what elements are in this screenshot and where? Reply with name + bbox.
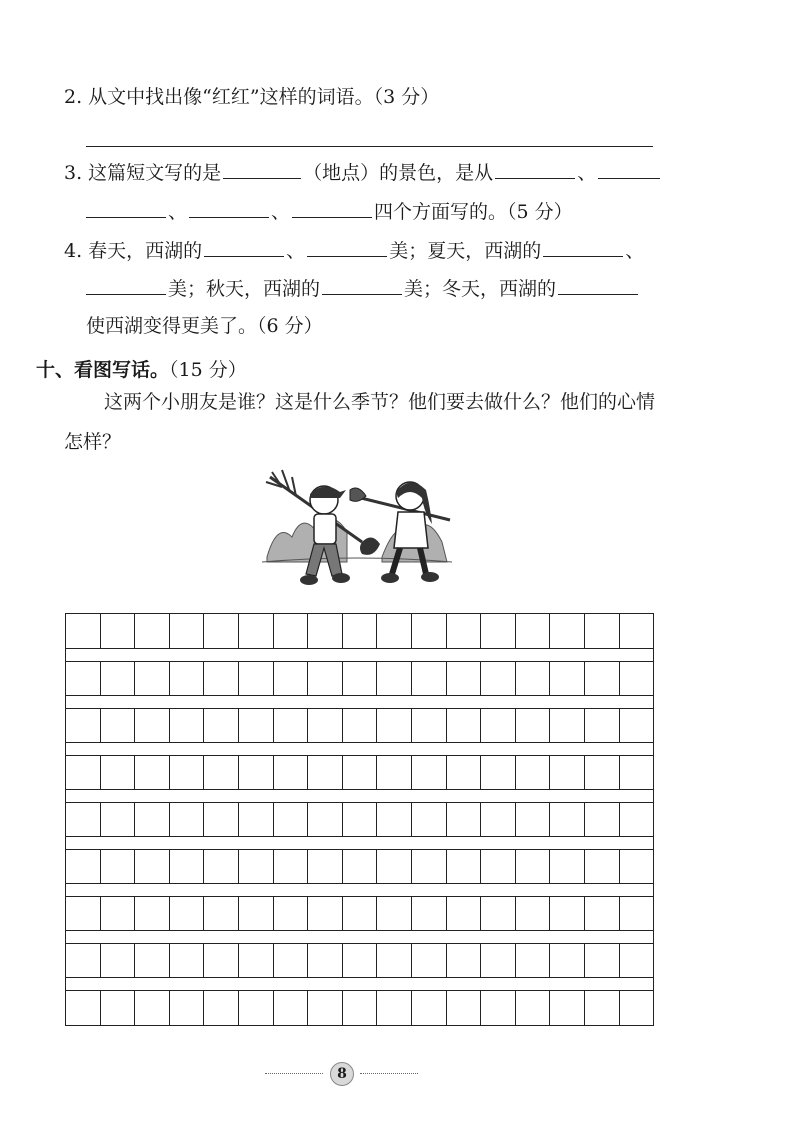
grid-cell[interactable] bbox=[308, 943, 343, 978]
grid-cell[interactable] bbox=[343, 990, 378, 1025]
answer-blank[interactable] bbox=[189, 197, 269, 218]
grid-cell[interactable] bbox=[412, 661, 447, 696]
footer-dots-right bbox=[360, 1073, 418, 1074]
grid-row bbox=[66, 755, 653, 790]
grid-cell[interactable] bbox=[620, 802, 654, 837]
question-4-line-3 bbox=[86, 313, 323, 339]
grid-cell[interactable] bbox=[516, 708, 551, 743]
q3-text-1: 3. 这篇短文写的是 bbox=[64, 162, 222, 184]
grid-cell[interactable] bbox=[516, 802, 551, 837]
grid-cell[interactable] bbox=[585, 708, 620, 743]
grid-cell[interactable] bbox=[585, 802, 620, 837]
question-2-text: 2. 从文中找出像“红红”这样的词语。（3 分） bbox=[64, 86, 440, 108]
answer-blank[interactable] bbox=[223, 158, 301, 179]
grid-cell[interactable] bbox=[274, 943, 309, 978]
grid-cell[interactable] bbox=[447, 708, 482, 743]
q4-mei: 美； bbox=[168, 278, 207, 300]
answer-blank[interactable] bbox=[292, 197, 372, 218]
section-10-heading bbox=[36, 355, 247, 382]
question-3-line-1 bbox=[64, 158, 662, 186]
children-planting-illustration bbox=[262, 462, 452, 602]
grid-row bbox=[66, 849, 653, 884]
grid-cell[interactable] bbox=[516, 755, 551, 790]
grid-cell[interactable] bbox=[481, 990, 516, 1025]
grid-cell[interactable] bbox=[343, 708, 378, 743]
grid-cell[interactable] bbox=[481, 849, 516, 884]
answer-blank[interactable] bbox=[558, 274, 638, 295]
grid-cell[interactable] bbox=[135, 614, 170, 649]
grid-cell[interactable] bbox=[204, 755, 239, 790]
grid-cell[interactable] bbox=[308, 849, 343, 884]
grid-cell[interactable] bbox=[516, 896, 551, 931]
grid-cell[interactable] bbox=[412, 943, 447, 978]
separator: 、 bbox=[625, 240, 645, 262]
answer-blank[interactable] bbox=[495, 158, 575, 179]
grid-cell[interactable] bbox=[239, 802, 274, 837]
q4-winter: 冬天，西湖的 bbox=[442, 278, 557, 300]
grid-cell[interactable] bbox=[620, 614, 654, 649]
grid-cell[interactable] bbox=[135, 708, 170, 743]
grid-cell[interactable] bbox=[274, 708, 309, 743]
grid-cell[interactable] bbox=[550, 708, 585, 743]
grid-cell[interactable] bbox=[135, 661, 170, 696]
grid-cell[interactable] bbox=[135, 755, 170, 790]
grid-cell[interactable] bbox=[620, 896, 654, 931]
grid-cell[interactable] bbox=[412, 990, 447, 1025]
grid-cell[interactable] bbox=[343, 755, 378, 790]
q4-ending: 使西湖变得更美了。（6 分） bbox=[86, 315, 323, 337]
grid-cell[interactable] bbox=[239, 849, 274, 884]
grid-cell[interactable] bbox=[550, 990, 585, 1025]
grid-cell[interactable] bbox=[308, 802, 343, 837]
grid-cell[interactable] bbox=[66, 802, 101, 837]
grid-cell[interactable] bbox=[66, 849, 101, 884]
question-2 bbox=[64, 84, 439, 110]
grid-cell[interactable] bbox=[412, 896, 447, 931]
answer-blank[interactable] bbox=[204, 236, 284, 257]
grid-cell[interactable] bbox=[135, 802, 170, 837]
answer-blank[interactable] bbox=[86, 274, 166, 295]
grid-cell[interactable] bbox=[343, 943, 378, 978]
grid-cell[interactable] bbox=[412, 614, 447, 649]
grid-cell[interactable] bbox=[170, 943, 205, 978]
question-4-line-1 bbox=[64, 236, 644, 264]
grid-cell[interactable] bbox=[308, 614, 343, 649]
grid-cell[interactable] bbox=[585, 661, 620, 696]
grid-cell[interactable] bbox=[204, 849, 239, 884]
grid-cell[interactable] bbox=[620, 849, 654, 884]
grid-cell[interactable] bbox=[101, 614, 136, 649]
grid-cell[interactable] bbox=[308, 990, 343, 1025]
grid-cell[interactable] bbox=[239, 943, 274, 978]
grid-cell[interactable] bbox=[239, 990, 274, 1025]
grid-cell[interactable] bbox=[377, 755, 412, 790]
grid-cell[interactable] bbox=[170, 802, 205, 837]
section-10-title: 十、看图写话。 bbox=[36, 359, 170, 381]
grid-cell[interactable] bbox=[585, 896, 620, 931]
grid-cell[interactable] bbox=[447, 755, 482, 790]
grid-cell[interactable] bbox=[620, 990, 654, 1025]
grid-cell[interactable] bbox=[377, 614, 412, 649]
grid-cell[interactable] bbox=[343, 661, 378, 696]
grid-cell[interactable] bbox=[377, 708, 412, 743]
grid-cell[interactable] bbox=[204, 943, 239, 978]
grid-cell[interactable] bbox=[516, 849, 551, 884]
grid-cell[interactable] bbox=[170, 661, 205, 696]
grid-cell[interactable] bbox=[204, 990, 239, 1025]
grid-cell[interactable] bbox=[447, 802, 482, 837]
grid-cell[interactable] bbox=[585, 990, 620, 1025]
grid-cell[interactable] bbox=[239, 708, 274, 743]
writing-grid[interactable] bbox=[65, 613, 654, 1026]
grid-cell[interactable] bbox=[585, 755, 620, 790]
q3-text-3: 四个方面写的。（5 分） bbox=[374, 201, 573, 223]
grid-cell[interactable] bbox=[343, 849, 378, 884]
answer-blank[interactable] bbox=[322, 274, 402, 295]
grid-cell[interactable] bbox=[550, 802, 585, 837]
grid-row bbox=[66, 708, 653, 743]
grid-row bbox=[66, 802, 653, 837]
grid-cell[interactable] bbox=[274, 990, 309, 1025]
grid-cell[interactable] bbox=[343, 896, 378, 931]
grid-cell[interactable] bbox=[620, 755, 654, 790]
grid-cell[interactable] bbox=[550, 849, 585, 884]
grid-cell[interactable] bbox=[412, 802, 447, 837]
grid-cell[interactable] bbox=[377, 802, 412, 837]
grid-cell[interactable] bbox=[412, 755, 447, 790]
grid-cell[interactable] bbox=[516, 943, 551, 978]
q4-autumn: 秋天，西湖的 bbox=[206, 278, 321, 300]
grid-cell[interactable] bbox=[204, 614, 239, 649]
grid-cell[interactable] bbox=[308, 661, 343, 696]
grid-cell[interactable] bbox=[239, 661, 274, 696]
grid-cell[interactable] bbox=[481, 802, 516, 837]
grid-cell[interactable] bbox=[274, 849, 309, 884]
grid-cell[interactable] bbox=[308, 755, 343, 790]
grid-cell[interactable] bbox=[204, 802, 239, 837]
grid-cell[interactable] bbox=[620, 708, 654, 743]
grid-cell[interactable] bbox=[274, 755, 309, 790]
grid-cell[interactable] bbox=[66, 990, 101, 1025]
grid-cell[interactable] bbox=[377, 849, 412, 884]
grid-cell[interactable] bbox=[377, 661, 412, 696]
grid-cell[interactable] bbox=[377, 896, 412, 931]
grid-cell[interactable] bbox=[135, 990, 170, 1025]
section-10-points: （15 分） bbox=[169, 359, 247, 381]
grid-cell[interactable] bbox=[274, 802, 309, 837]
grid-cell[interactable] bbox=[170, 990, 205, 1025]
grid-cell[interactable] bbox=[412, 849, 447, 884]
answer-blank[interactable] bbox=[86, 197, 166, 218]
grid-cell[interactable] bbox=[585, 943, 620, 978]
grid-row bbox=[66, 943, 653, 978]
grid-cell[interactable] bbox=[343, 802, 378, 837]
grid-cell[interactable] bbox=[447, 896, 482, 931]
footer-dots-left bbox=[265, 1073, 323, 1074]
grid-cell[interactable] bbox=[66, 943, 101, 978]
grid-cell[interactable] bbox=[204, 661, 239, 696]
page-number: 8 bbox=[330, 1062, 354, 1086]
grid-cell[interactable] bbox=[481, 943, 516, 978]
question-3-line-2 bbox=[86, 197, 573, 225]
grid-cell[interactable] bbox=[308, 896, 343, 931]
grid-cell[interactable] bbox=[170, 755, 205, 790]
grid-cell[interactable] bbox=[620, 661, 654, 696]
grid-cell[interactable] bbox=[447, 614, 482, 649]
grid-cell[interactable] bbox=[101, 943, 136, 978]
grid-cell[interactable] bbox=[550, 755, 585, 790]
grid-cell[interactable] bbox=[516, 990, 551, 1025]
grid-cell[interactable] bbox=[481, 896, 516, 931]
grid-cell[interactable] bbox=[550, 896, 585, 931]
grid-cell[interactable] bbox=[66, 896, 101, 931]
q4-text-1: 4. 春天，西湖的 bbox=[64, 240, 203, 262]
grid-cell[interactable] bbox=[516, 614, 551, 649]
separator: 、 bbox=[286, 240, 306, 262]
q4-mei: 美； bbox=[404, 278, 443, 300]
grid-cell[interactable] bbox=[447, 849, 482, 884]
grid-cell[interactable] bbox=[274, 896, 309, 931]
grid-cell[interactable] bbox=[101, 990, 136, 1025]
grid-cell[interactable] bbox=[620, 943, 654, 978]
grid-cell[interactable] bbox=[170, 614, 205, 649]
grid-cell[interactable] bbox=[481, 614, 516, 649]
grid-row bbox=[66, 661, 653, 696]
grid-cell[interactable] bbox=[170, 896, 205, 931]
separator: 、 bbox=[168, 201, 188, 223]
grid-cell[interactable] bbox=[170, 849, 205, 884]
grid-cell[interactable] bbox=[377, 990, 412, 1025]
q4-summer: 夏天，西湖的 bbox=[427, 240, 542, 262]
section-10-prompt: 这两个小朋友是谁？这是什么季节？他们要去做什么？他们的心情怎样？ bbox=[64, 391, 656, 453]
grid-cell[interactable] bbox=[101, 849, 136, 884]
separator: 、 bbox=[577, 162, 597, 184]
grid-cell[interactable] bbox=[377, 943, 412, 978]
grid-cell[interactable] bbox=[101, 802, 136, 837]
grid-cell[interactable] bbox=[550, 943, 585, 978]
answer-blank[interactable] bbox=[598, 158, 660, 179]
grid-cell[interactable] bbox=[135, 943, 170, 978]
grid-cell[interactable] bbox=[204, 896, 239, 931]
grid-cell[interactable] bbox=[204, 708, 239, 743]
grid-cell[interactable] bbox=[66, 708, 101, 743]
separator: 、 bbox=[271, 201, 291, 223]
grid-cell[interactable] bbox=[274, 614, 309, 649]
grid-cell[interactable] bbox=[447, 943, 482, 978]
q3-text-2: （地点）的景色，是从 bbox=[303, 162, 494, 184]
grid-cell[interactable] bbox=[585, 849, 620, 884]
grid-cell[interactable] bbox=[66, 614, 101, 649]
grid-cell[interactable] bbox=[308, 708, 343, 743]
grid-cell[interactable] bbox=[343, 614, 378, 649]
grid-row bbox=[66, 990, 653, 1025]
grid-cell[interactable] bbox=[550, 614, 585, 649]
grid-cell[interactable] bbox=[516, 661, 551, 696]
grid-row bbox=[66, 896, 653, 931]
grid-cell[interactable] bbox=[101, 896, 136, 931]
answer-blank[interactable] bbox=[307, 236, 387, 257]
grid-cell[interactable] bbox=[101, 708, 136, 743]
grid-cell[interactable] bbox=[135, 896, 170, 931]
answer-line-q2[interactable] bbox=[86, 146, 653, 147]
grid-cell[interactable] bbox=[481, 755, 516, 790]
question-4-line-2 bbox=[86, 274, 640, 302]
grid-cell[interactable] bbox=[239, 614, 274, 649]
grid-cell[interactable] bbox=[447, 990, 482, 1025]
grid-cell[interactable] bbox=[550, 661, 585, 696]
grid-cell[interactable] bbox=[447, 661, 482, 696]
grid-cell[interactable] bbox=[481, 661, 516, 696]
grid-cell[interactable] bbox=[239, 755, 274, 790]
grid-cell[interactable] bbox=[274, 661, 309, 696]
grid-cell[interactable] bbox=[66, 755, 101, 790]
grid-cell[interactable] bbox=[412, 708, 447, 743]
grid-cell[interactable] bbox=[135, 849, 170, 884]
grid-cell[interactable] bbox=[66, 661, 101, 696]
grid-cell[interactable] bbox=[239, 896, 274, 931]
grid-cell[interactable] bbox=[481, 708, 516, 743]
answer-blank[interactable] bbox=[543, 236, 623, 257]
grid-row bbox=[66, 614, 653, 649]
q4-mei: 美； bbox=[389, 240, 428, 262]
grid-cell[interactable] bbox=[101, 661, 136, 696]
grid-cell[interactable] bbox=[101, 755, 136, 790]
grid-cell[interactable] bbox=[170, 708, 205, 743]
grid-cell[interactable] bbox=[585, 614, 620, 649]
page-footer bbox=[265, 1062, 420, 1086]
